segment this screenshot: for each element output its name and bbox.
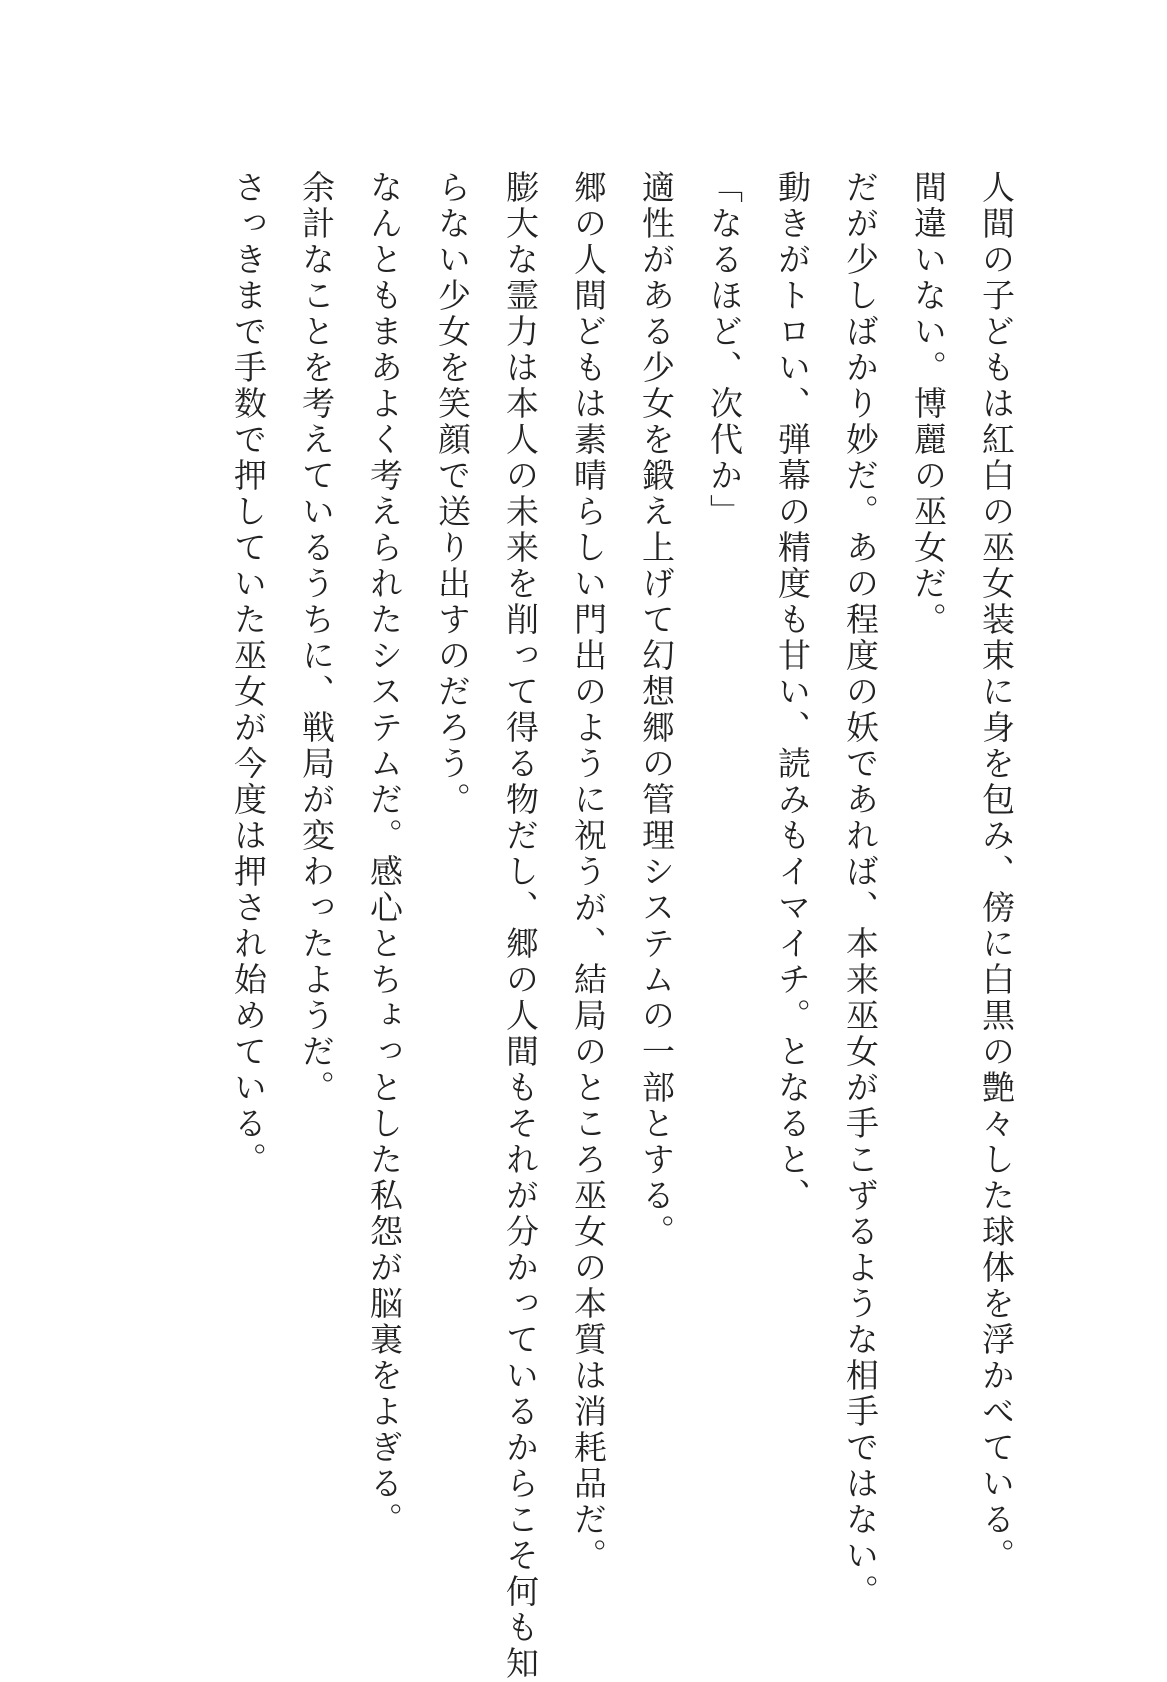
text-column-2: 間違いない。博麗の巫女だ。 (909, 170, 948, 638)
text-column-9: らない少女を笑顔で送り出すのだろう。 (433, 170, 472, 818)
text-column-11: 余計なことを考えているうちに、戦局が変わったようだ。 (297, 170, 336, 1106)
text-column-12: さっきまで手数で押していた巫女が今度は押され始めている。 (229, 170, 268, 1178)
text-column-3: だが少しばかり妙だ。あの程度の妖であれば、本来巫女が手こずるような相手ではない。 (841, 170, 880, 1610)
text-column-1: 人間の子どもは紅白の巫女装束に身を包み、傍に白黒の艶々した球体を浮かべている。 (977, 170, 1016, 1574)
text-column-4: 動きがトロい、弾幕の精度も甘い、読みもイマイチ。となると、 (773, 170, 812, 1214)
text-column-7: 郷の人間どもは素晴らしい門出のように祝うが、結局のところ巫女の本質は消耗品だ。 (569, 170, 608, 1574)
dialogue-column: 「なるほど、次代か」 (705, 170, 744, 530)
text-column-10: なんともまあよく考えられたシステムだ。感心とちょっとした私怨が脳裏をよぎる。 (365, 170, 404, 1538)
text-column-8: 膨大な霊力は本人の未来を削って得る物だし、郷の人間もそれが分かっているからこそ何も知 (501, 170, 540, 1682)
text-column-6: 適性がある少女を鍛え上げて幻想郷の管理システムの一部とする。 (637, 170, 676, 1250)
